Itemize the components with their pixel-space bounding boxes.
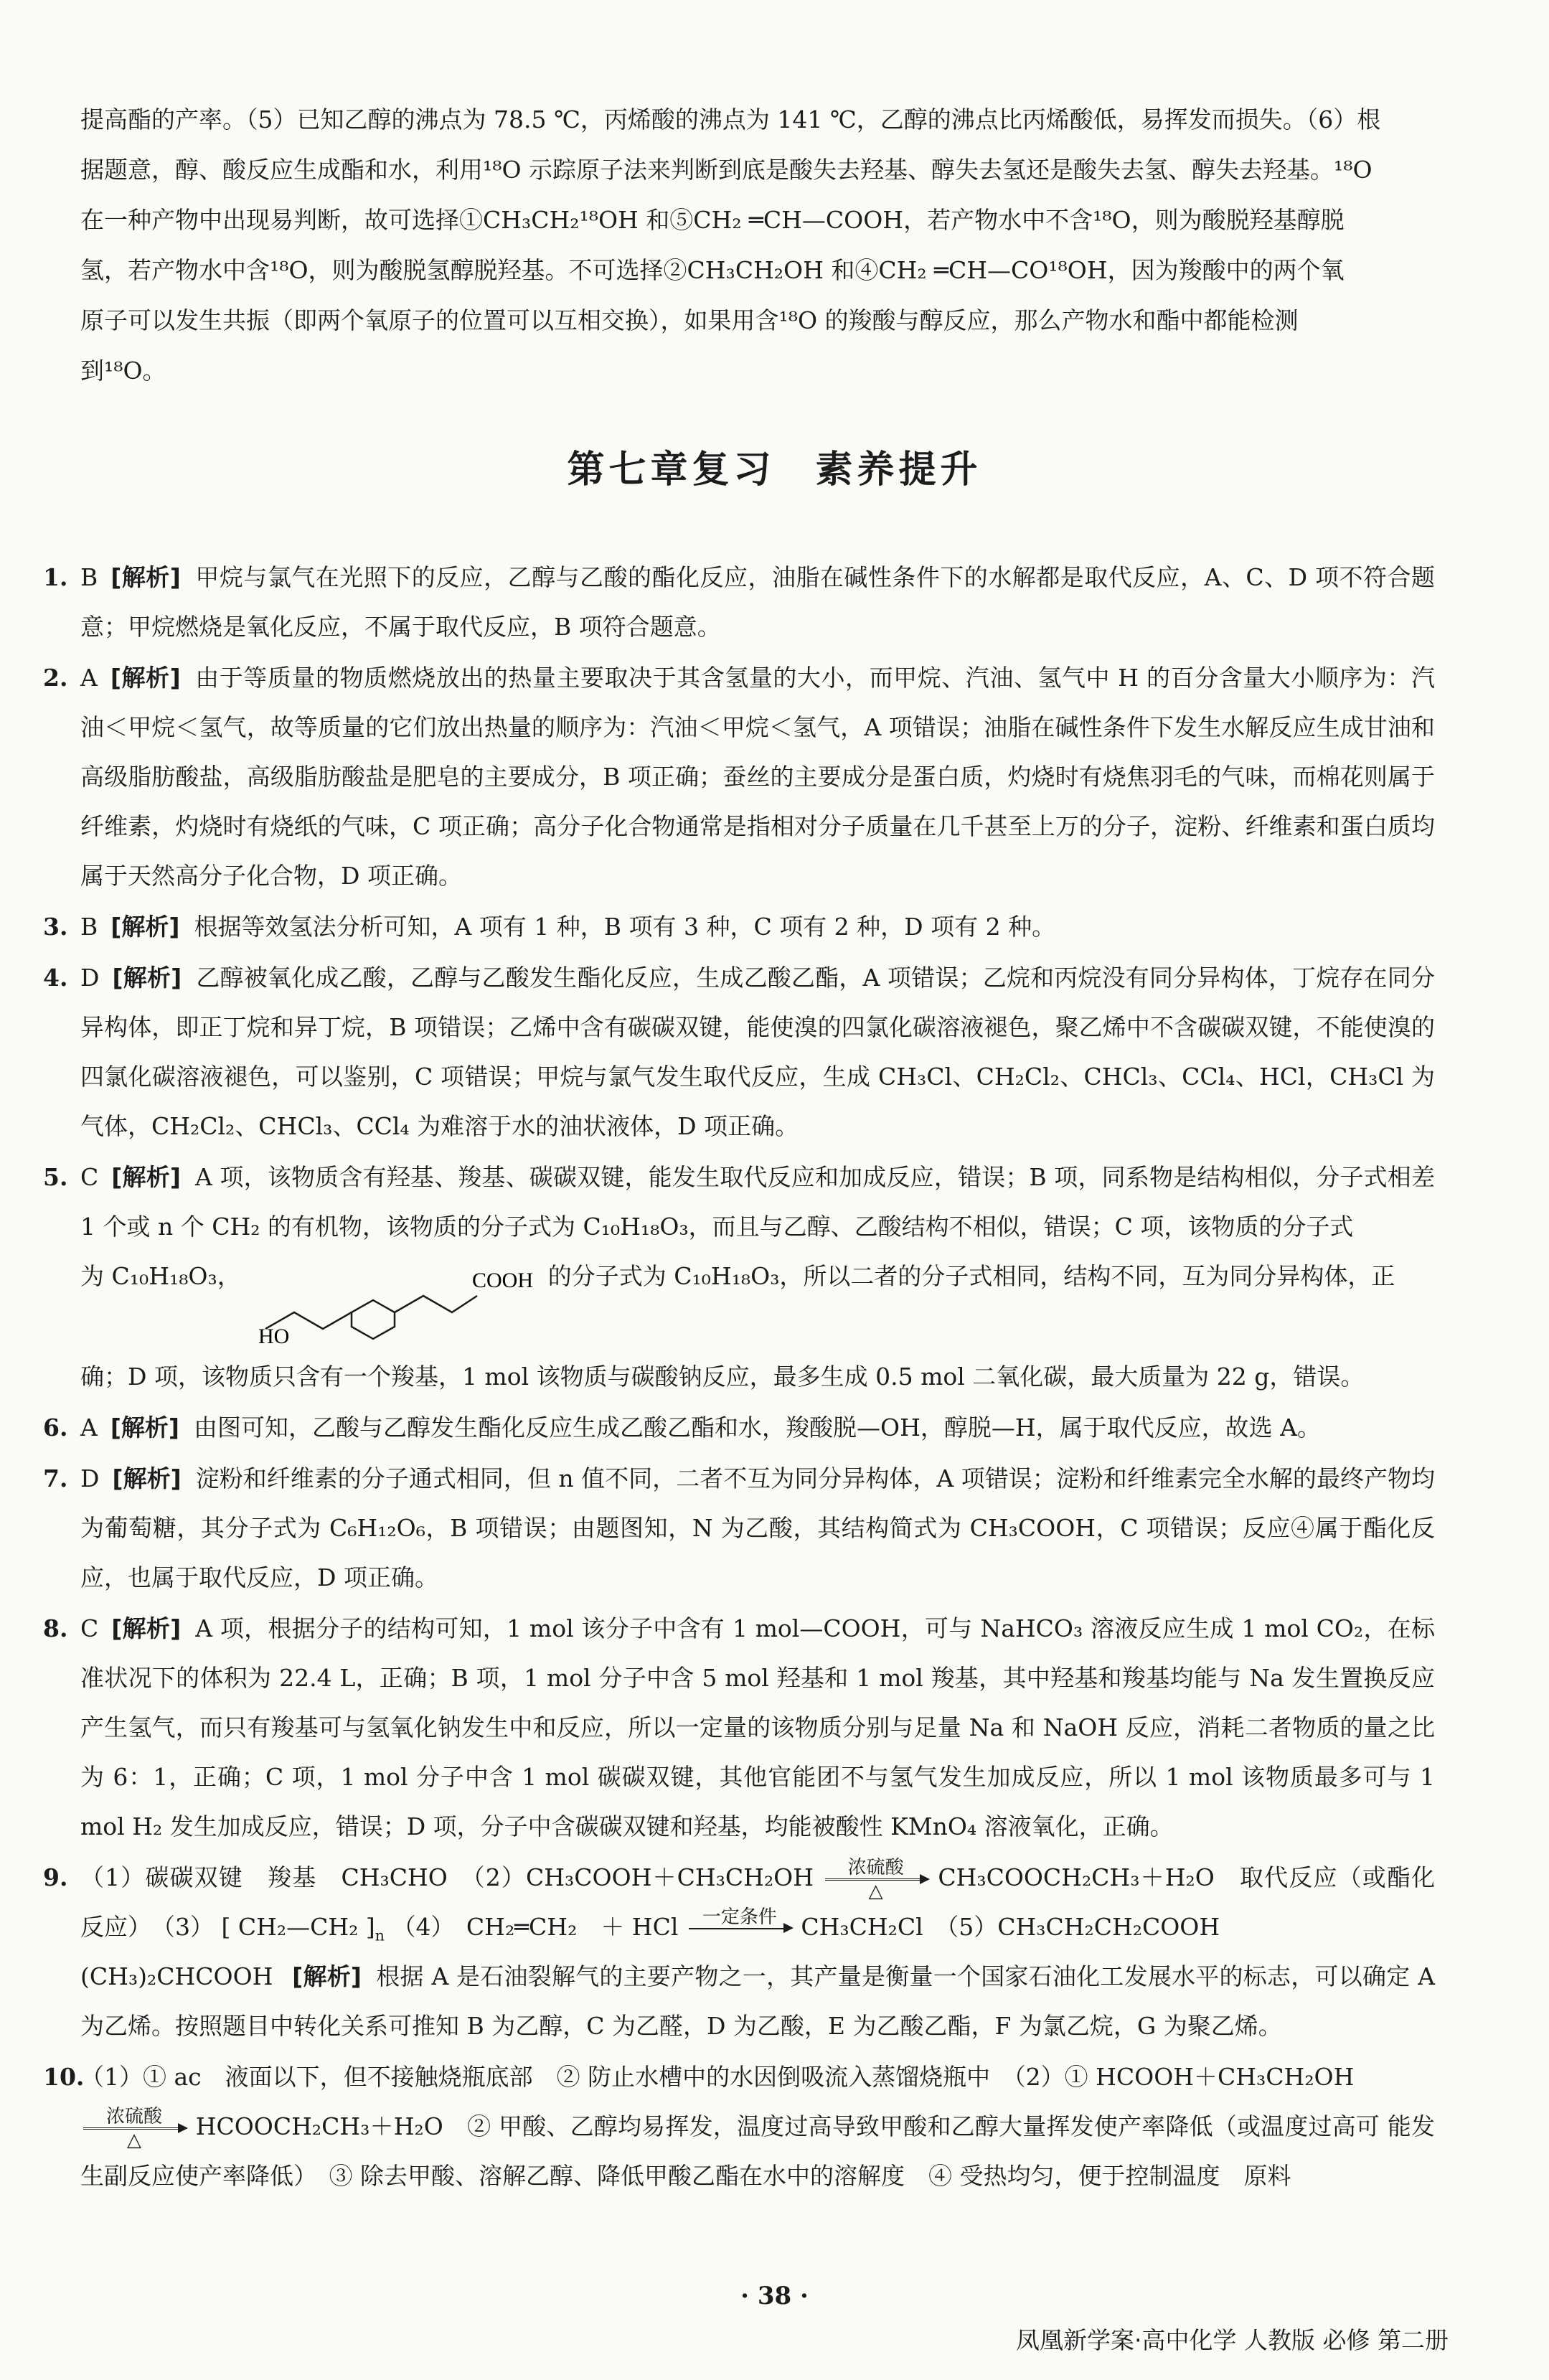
book-title: 凤凰新学案·高中化学 人教版 必修 第二册 (1016, 2326, 1449, 2354)
polyethylene-formula: [ CH₂—CH₂ ]$_n$ (221, 1913, 385, 1944)
analysis-tag: [解析] (111, 1163, 181, 1191)
carboxyl-chain (395, 1296, 477, 1312)
analysis-tag: [解析] (110, 563, 181, 591)
analysis-tag: [解析] (110, 1414, 180, 1441)
chapter-title-sub: 素养提升 (815, 448, 982, 491)
intro-line: 原子可以发生共振（即两个氧原子的位置可以互相交换），如果用含¹⁸O 的羧酸与醇反应，那么产物水和酯中都能检测 (80, 306, 1299, 334)
answer-item-4 (43, 953, 1435, 1151)
arrow-heat: △ (868, 1880, 883, 1902)
cooh-label: COOH (471, 1269, 533, 1292)
analysis-text: 甲烷与氯气在光照下的反应，乙醇与乙酸的酯化反应，油脂在碱性条件下的水解都是取代反应，A、C、D 项不符合题意；甲烷燃烧是氧化反应，不属于取代反应，B 项符合题意。 (80, 563, 1436, 641)
reaction-arrow (80, 2106, 188, 2151)
question-number: 8. (43, 1614, 68, 1642)
answer-choice: A (80, 664, 98, 692)
answer-item-6 (43, 1403, 1435, 1452)
question-number: 4. (43, 964, 68, 992)
question-number: 1. (43, 563, 68, 591)
answer-choice: A (80, 1414, 98, 1441)
question-number: 7. (43, 1464, 68, 1492)
analysis-tag: [解析] (112, 1464, 182, 1492)
answer-item-10 (43, 2052, 1435, 2201)
answer-list (43, 552, 1435, 2202)
polymer-degree: n (375, 1927, 385, 1944)
polymer-unit: CH₂—CH₂ (237, 1913, 359, 1941)
intro-line: 在一种产物中出现易判断，故可选择①CH₃CH₂¹⁸OH 和⑤CH₂ ═CH—COOH，若产物水中不含¹⁸O，则为酸脱羟基醇脱 (80, 206, 1345, 234)
analysis-text: A 项，该物质含有羟基、羧基、碳碳双键，能发生取代反应和加成反应，错误；B 项，同系物是结构相似，分子式相差 1 个或 n 个 CH₂ 的有机物，该物质的分子式为 C₁₀H₁₈O₃，而且与乙醇、乙酸结构不相似，错误；C 项，该物质的分子式 (80, 1163, 1435, 1241)
analysis-tag: [解析] (110, 913, 180, 941)
answer-text: HCOOCH₂CH₃＋H₂O ② 甲酸、乙醇均易挥发，温度过高导致甲酸和乙醇大量挥发使产率降低（或温度过高可 (195, 2112, 1380, 2140)
ho-label: HO (258, 1325, 290, 1345)
answer-item-3 (43, 902, 1435, 951)
question-number: 2. (43, 664, 68, 692)
answer-text: CH₃CH₂Cl （5）CH₃CH₂CH₂COOH (801, 1913, 1220, 1941)
intro-paragraph (80, 95, 1429, 396)
analysis-text: 由图可知，乙酸与乙醇发生酯化反应生成乙酸乙酯和水，羧酸脱—OH，醇脱—H，属于取代反应，故选 A。 (194, 1414, 1321, 1441)
analysis-tag: [解析] (292, 1962, 362, 1990)
answer-item-8 (43, 1604, 1435, 1851)
question-number: 10. (43, 2063, 85, 2091)
formula-text: 的分子式为 C₁₀H₁₈O₃，所以二者的分子式相同，结构不同，互为同分异构体，正 (547, 1262, 1395, 1290)
answer-choice: C (80, 1163, 99, 1191)
reaction-arrow (822, 1857, 930, 1902)
answer-item-5 (43, 1152, 1435, 1401)
cyclohexane-structure (251, 1251, 538, 1345)
answer-choice: D (80, 1464, 100, 1492)
intro-line: 氢，若产物水中含¹⁸O，则为酸脱氢醇脱羟基。不可选择②CH₃CH₂OH 和④CH₂ ═CH—CO¹⁸OH，因为羧酸中的两个氧 (80, 256, 1345, 284)
structure-row (80, 1251, 1435, 1352)
analysis-text: A 项，根据分子的结构可知，1 mol 该分子中含有 1 mol—COOH，可与 NaHCO₃ 溶液反应生成 1 mol CO₂，在标准状况下的体积为 22.4 L，正确；B 项，1 mol 分子中含 5 mol 羟基和 1 mol 羧基，其中羟基和羧基均能与 Na 发生置换反应产生氢气，而只有羧基可与氢氧化钠发生中和反应，所以一定量的该物质分别与足量 Na 和 NaOH 反应，消耗二者物质的量之比为 6：1，正确；C 项，1 mol 分子中含 1 mol 碳碳双键，其他官能团不与氢气发生加成反应，所以 1 mol 该物质最多可与 1 mol H₂ 发生加成反应，错误；D 项，分子中含碳碳双键和羟基，均能被酸性 KMnO₄ 溶液氧化，正确。 (80, 1614, 1435, 1840)
chapter-title (0, 439, 1549, 493)
answer-text: 能发生副反应使产率降低） ③ 除去甲酸、溶解乙醇、降低甲酸乙酯在水中的溶解度 ④ 受热均匀，便于控制温度 原料 (80, 2112, 1436, 2190)
page-number: · 38 · (740, 2282, 809, 2310)
analysis-text: 根据等效氢法分析可知，A 项有 1 种，B 项有 3 种，C 项有 2 种，D 项有 2 种。 (194, 913, 1056, 941)
question-number: 9. (43, 1863, 68, 1891)
analysis-text: 淀粉和纤维素的分子通式相同，但 n 值不同，二者不互为同分异构体，A 项错误；淀粉和纤维素完全水解的最终产物均为葡萄糖，其分子式为 C₆H₁₂O₆，B 项错误；由题图知，N 为乙酸，其结构简式为 CH₃COOH，C 项错误；反应④属于酯化反应，也属于取代反应，D 项正确。 (80, 1464, 1435, 1591)
intro-line: 到¹⁸O。 (80, 357, 166, 385)
question-number: 5. (43, 1163, 68, 1191)
reaction-arrow (686, 1906, 794, 1951)
arrow-condition: 浓硫酸 (105, 2105, 162, 2127)
analysis-tag: [解析] (112, 964, 182, 992)
answer-text: (CH₃)₂CHCOOH (80, 1962, 273, 1990)
chapter-title-main: 第七章复习 (567, 448, 776, 491)
intro-line: 据题意，醇、酸反应生成酯和水，利用¹⁸O 示踪原子法来判断到底是酸失去羟基、醇失去氢还是酸失去氢、醇失去羟基。¹⁸O (80, 156, 1373, 184)
arrow-condition: 浓硫酸 (847, 1856, 904, 1878)
analysis-text: 由于等质量的物质燃烧放出的热量主要取决于其含氢量的大小，而甲烷、汽油、氢气中 H 的百分含量大小顺序为：汽油＜甲烷＜氢气，故等质量的它们放出热量的顺序为：汽油＜甲烷＜氢气，A 项错误；油脂在碱性条件下发生水解反应生成甘油和高级脂肪酸盐，高级脂肪酸盐是肥皂的主要成分，B 项正确；蚕丝的主要成分是蛋白质，灼烧时有烧焦羽毛的气味，而棉花则属于纤维素，灼烧时有烧纸的气味，C 项正确；高分子化合物通常是指相对分子质量在几千甚至上万的分子，淀粉、纤维素和蛋白质均属于天然高分子化合物，D 项正确。 (80, 664, 1435, 890)
analysis-text: 确；D 项，该物质只含有一个羧基，1 mol 该物质与碳酸钠反应，最多生成 0.5 mol 二氧化碳，最大质量为 22 g，错误。 (80, 1363, 1365, 1391)
answer-item-2 (43, 653, 1435, 900)
answer-item-7 (43, 1454, 1435, 1602)
answer-choice: C (80, 1614, 99, 1642)
answer-item-1 (43, 552, 1435, 652)
answer-item-9 (43, 1853, 1435, 2051)
answer-choice: D (80, 964, 100, 992)
question-number: 6. (43, 1414, 68, 1441)
intro-line: 提高酯的产率。（5）已知乙醇的沸点为 78.5 ℃，丙烯酸的沸点为 141 ℃，乙醇的沸点比丙烯酸低，易挥发而损失。（6）根 (80, 105, 1381, 133)
answer-text: （1）碳碳双键 羧基 CH₃CHO （2）CH₃COOH＋CH₃CH₂OH (80, 1863, 814, 1891)
answer-text: （1）① ac 液面以下，但不接触烧瓶底部 ② 防止水槽中的水因倒吸流入蒸馏烧瓶中 （2）① HCOOH＋CH₃CH₂OH (80, 2063, 1355, 2091)
formula-text: 为 C₁₀H₁₈O₃， (80, 1262, 241, 1290)
analysis-tag: [解析] (111, 1614, 182, 1642)
answer-text: 反应） （3） (80, 1913, 214, 1941)
question-number: 3. (43, 913, 68, 941)
answer-text: CH₃COOCH₂CH₃＋H₂O 取代反应（或酯化 (938, 1863, 1435, 1891)
arrow-heat: △ (127, 2129, 141, 2151)
answer-choice: B (80, 563, 98, 591)
analysis-text: 根据 A 是石油裂解气的主要产物之一，其产量是衡量一个国家石油化工发展水平的标志，可以确定 A 为乙烯。按照题目中转化关系可推知 B 为乙醇，C 为乙醛，D 为乙酸，E 为乙酸乙酯，F 为氯乙烷，G 为聚乙烯。 (80, 1962, 1435, 2040)
answer-text: （4） CH₂═CH₂ ＋ HCl (392, 1913, 679, 1941)
arrow-condition: 一定条件 (702, 1906, 777, 1928)
analysis-tag: [解析] (110, 664, 181, 692)
answer-choice: B (80, 913, 98, 941)
analysis-text: 乙醇被氧化成乙酸，乙醇与乙酸发生酯化反应，生成乙酸乙酯，A 项错误；乙烷和丙烷没有同分异构体，丁烷存在同分异构体，即正丁烷和异丁烷，B 项错误；乙烯中含有碳碳双键，能使溴的四氯化碳溶液褪色，聚乙烯中不含碳碳双键，不能使溴的四氯化碳溶液褪色，可以鉴别，C 项错误；甲烷与氯气发生取代反应，生成 CH₃Cl、CH₂Cl₂、CHCl₃、CCl₄、HCl，CH₃Cl 为气体，CH₂Cl₂、CHCl₃、CCl₄ 为难溶于水的油状液体，D 项正确。 (80, 964, 1435, 1140)
cyclohexane-ring (352, 1300, 395, 1339)
